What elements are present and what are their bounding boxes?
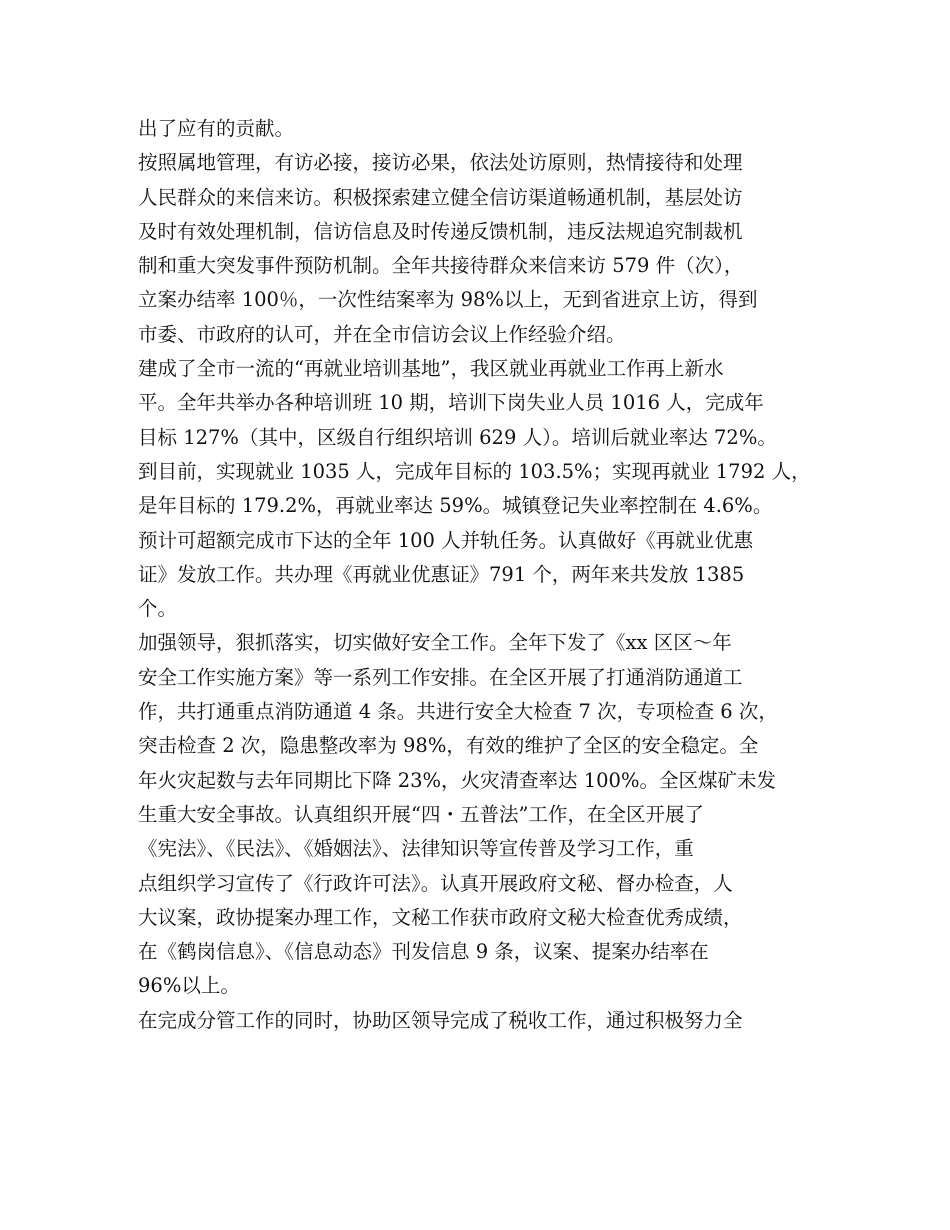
text-line: 人民群众的来信来访。积极探索建立健全信访渠道畅通机制，基层处访 <box>138 185 743 209</box>
text-line: 立案办结率 100％，一次性结案率为 98%以上，无到省进京上访，得到 <box>138 288 758 312</box>
text-line: 安全工作实施方案》等一系列工作安排。在全区开展了打通消防通道工 <box>138 665 743 689</box>
text-line: 《宪法》、《民法》、《婚姻法》、法律知识等宣传普及学习工作，重 <box>138 837 694 861</box>
text-line: 预计可超额完成市下达的全年 100 人并轨任务。认真做好《再就业优惠 <box>138 528 754 552</box>
text-line: 个。 <box>138 597 178 621</box>
text-line: 突击检查 2 次，隐患整改率为 98%，有效的维护了全区的安全稳定。全 <box>138 734 759 758</box>
text-line: 在完成分管工作的同时，协助区领导完成了税收工作，通过积极努力全 <box>138 1008 743 1032</box>
text-line: 在《鹤岗信息》、《信息动态》刊发信息 9 条，议案、提案办结率在 <box>138 940 709 964</box>
text-line: 制和重大突发事件预防机制。全年共接待群众来信来访 579 件（次）， <box>138 254 744 278</box>
text-line: 点组织学习宣传了《行政许可法》。认真开展政府文秘、督办检查，人 <box>138 871 733 895</box>
text-line: 到目前，实现就业 1035 人，完成年目标的 103.5%；实现再就业 1792 人， <box>138 459 811 483</box>
text-line: 证》发放工作。共办理《再就业优惠证》791 个，两年来共发放 1385 <box>138 562 745 586</box>
text-line: 是年目标的 179.2%，再就业率达 59%。城镇登记失业率控制在 4.6%。 <box>138 494 773 518</box>
text-line: 建成了全市一流的“再就业培训基地”，我区就业再就业工作再上新水 <box>138 357 724 381</box>
text-line: 年火灾起数与去年同期比下降 23%，火灾清查率达 100%。全区煤矿未发 <box>138 768 776 792</box>
text-line: 生重大安全事故。认真组织开展“四・五普法”工作，在全区开展了 <box>138 802 704 826</box>
text-line: 及时有效处理机制，信访信息及时传递反馈机制，违反法规追究制裁机 <box>138 219 743 243</box>
text-line: 出了应有的贡献。 <box>138 117 295 140</box>
text-line: 加强领导，狠抓落实，切实做好安全工作。全年下发了《xx 区区～年 <box>138 631 732 655</box>
document-body <box>138 112 818 1038</box>
text-line: 目标 127%（其中，区级自行组织培训 629 人）。培训后就业率达 72%。 <box>138 425 777 449</box>
text-line: 平。全年共举办各种培训班 10 期，培训下岗失业人员 1016 人，完成年 <box>138 391 764 415</box>
text-line: 96%以上。 <box>138 974 240 998</box>
text-line: 按照属地管理，有访必接，接访必果，依法处访原则，热情接待和处理 <box>138 151 743 175</box>
text-line: 市委、市政府的认可，并在全市信访会议上作经验介绍。 <box>138 322 626 346</box>
text-line: 作，共打通重点消防通道 4 条。共进行安全大检查 7 次，专项检查 6 次， <box>138 700 778 724</box>
text-line: 大议案，政协提案办理工作，文秘工作获市政府文秘大检查优秀成绩， <box>138 905 743 929</box>
